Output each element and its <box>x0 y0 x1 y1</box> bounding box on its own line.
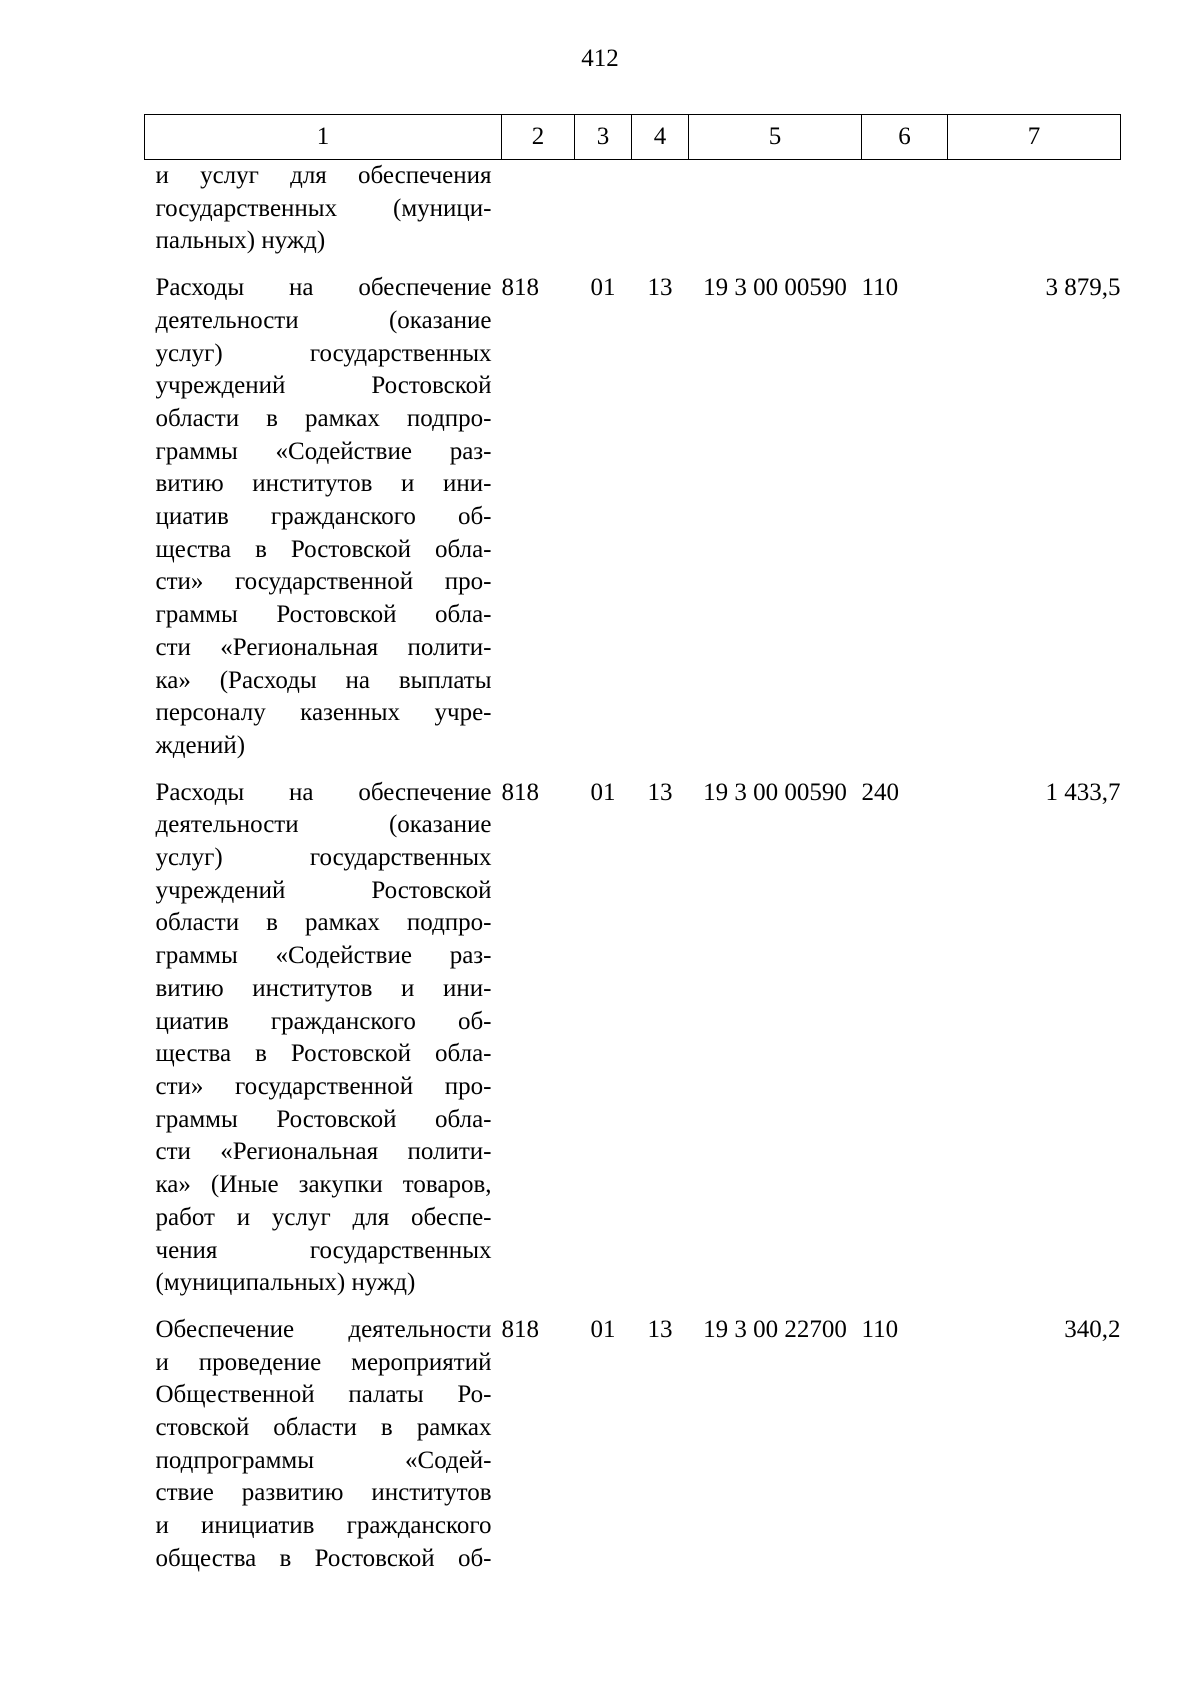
budget-table <box>144 114 1121 1576</box>
description-line: учреждений Ростовской <box>155 876 492 904</box>
section-code: 01 <box>590 1315 616 1343</box>
description-line: пальных) нужд) <box>155 227 326 255</box>
subsection-code <box>632 160 689 259</box>
row-description <box>145 272 502 763</box>
expense-type-code: 110 <box>861 274 899 302</box>
description-line: сти «Региональная полити- <box>155 633 492 661</box>
description-line: персоналу казенных учре- <box>155 699 492 727</box>
row-description <box>145 160 502 259</box>
ministry-code: 818 <box>501 274 539 302</box>
row-description <box>145 1314 502 1576</box>
description-line: щества в Ростовской обла- <box>155 535 492 563</box>
description-line: Расходы на обеспечение <box>155 274 492 302</box>
table-row <box>145 777 1121 1300</box>
ministry-code: 818 <box>501 778 539 806</box>
target-article-code: 19 3 00 00590 <box>703 778 847 806</box>
section-code <box>575 160 632 259</box>
column-header-4: 4 <box>632 115 689 160</box>
description-line: чения государственных <box>155 1236 492 1264</box>
section-code: 01 <box>590 274 616 302</box>
description-line: работ и услуг для обеспе- <box>155 1203 492 1231</box>
ministry-code <box>502 160 575 259</box>
description-line: циатив гражданского об- <box>155 503 492 531</box>
description-line: ка» (Расходы на выплаты <box>155 666 492 694</box>
amount <box>948 160 1121 259</box>
table-row <box>145 1314 1121 1576</box>
description-line: Расходы на обеспечение <box>155 778 492 806</box>
table-body <box>145 160 1121 1576</box>
column-header-6: 6 <box>862 115 948 160</box>
description-line: учреждений Ростовской <box>155 372 492 400</box>
description-line: щества в Ростовской обла- <box>155 1040 492 1068</box>
description-line: ждений) <box>155 731 246 759</box>
table-row <box>145 160 1121 259</box>
amount: 340,2 <box>1064 1315 1121 1343</box>
description-line: сти «Региональная полити- <box>155 1138 492 1166</box>
row-spacer-cell <box>145 1300 1121 1314</box>
description-line: граммы Ростовской обла- <box>155 1105 492 1133</box>
description-line: услуг) государственных <box>155 844 492 872</box>
description-line: Общественной палаты Ро- <box>155 1381 492 1409</box>
amount: 3 879,5 <box>1045 274 1121 302</box>
row-spacer-cell <box>145 763 1121 777</box>
page-number: 412 <box>581 45 619 72</box>
description-line: граммы Ростовской обла- <box>155 601 492 629</box>
description-line: подпрограммы «Содей- <box>155 1446 492 1474</box>
column-header-3: 3 <box>575 115 632 160</box>
column-header-7: 7 <box>948 115 1121 160</box>
subsection-code: 13 <box>647 1315 673 1343</box>
description-line: деятельности (оказание <box>155 811 492 839</box>
description-line: сти» государственной про- <box>155 1072 492 1100</box>
table-row <box>145 272 1121 763</box>
amount: 1 433,7 <box>1045 778 1121 806</box>
section-code: 01 <box>590 778 616 806</box>
description-line: витию институтов и ини- <box>155 974 492 1002</box>
description-line: области в рамках подпро- <box>155 404 492 432</box>
expense-type-code: 110 <box>861 1315 899 1343</box>
row-spacer <box>145 258 1121 272</box>
subsection-code: 13 <box>647 274 673 302</box>
description-line: и проведение мероприятий <box>155 1348 492 1376</box>
ministry-code: 818 <box>501 1315 539 1343</box>
row-spacer-cell <box>145 258 1121 272</box>
row-spacer <box>145 763 1121 777</box>
description-line: области в рамках подпро- <box>155 909 492 937</box>
description-line: государственных (муници- <box>155 194 492 222</box>
target-article-code: 19 3 00 22700 <box>703 1315 847 1343</box>
column-header-5: 5 <box>689 115 862 160</box>
column-number-header-row <box>145 115 1121 160</box>
description-line: граммы «Содействие раз- <box>155 437 492 465</box>
description-line: ствие развитию институтов <box>155 1479 492 1507</box>
expense-type-code <box>862 160 948 259</box>
target-article-code <box>689 160 862 259</box>
description-line: деятельности (оказание <box>155 306 492 334</box>
expense-type-code: 240 <box>861 778 899 806</box>
description-line: (муниципальных) нужд) <box>155 1269 416 1297</box>
description-line: Обеспечение деятельности <box>155 1315 492 1343</box>
column-header-2: 2 <box>502 115 575 160</box>
description-line: ка» (Иные закупки товаров, <box>155 1171 492 1199</box>
row-spacer <box>145 1300 1121 1314</box>
description-line: граммы «Содействие раз- <box>155 942 492 970</box>
description-line: сти» государственной про- <box>155 568 492 596</box>
subsection-code: 13 <box>647 778 673 806</box>
description-line: услуг) государственных <box>155 339 492 367</box>
description-line: и услуг для обеспечения <box>155 162 492 189</box>
description-line: общества в Ростовской об- <box>155 1544 492 1572</box>
column-header-1: 1 <box>145 115 502 160</box>
row-description <box>145 777 502 1300</box>
description-line: циатив гражданского об- <box>155 1007 492 1035</box>
target-article-code: 19 3 00 00590 <box>703 274 847 302</box>
description-line: и инициатив гражданского <box>155 1512 492 1540</box>
description-line: витию институтов и ини- <box>155 470 492 498</box>
description-line: стовской области в рамках <box>155 1414 492 1442</box>
